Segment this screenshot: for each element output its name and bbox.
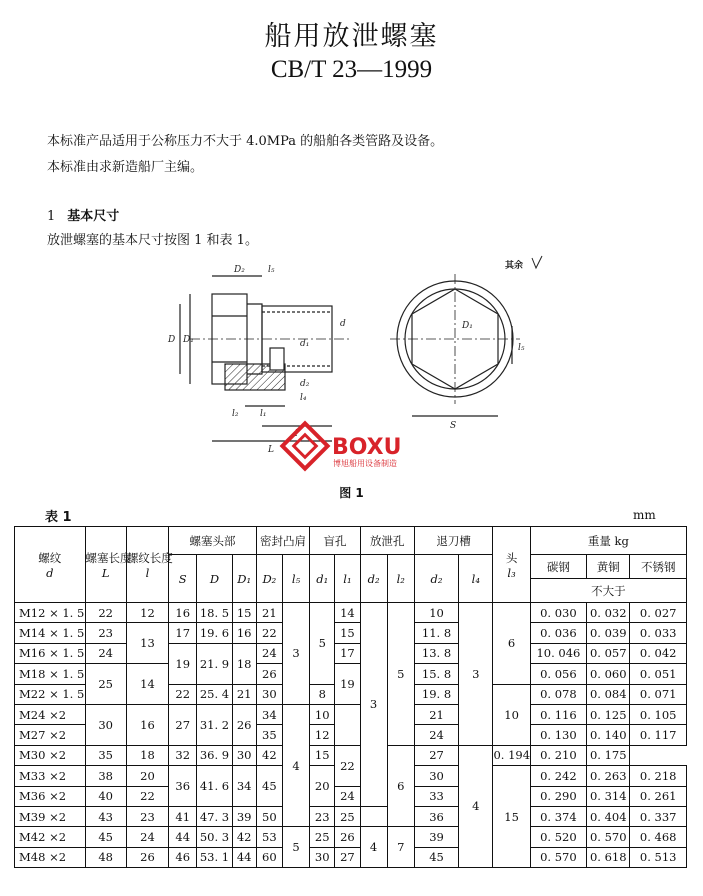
boxu-watermark xyxy=(282,423,401,468)
table-cell: 24 xyxy=(414,725,458,745)
label-S: S xyxy=(450,421,457,431)
header-brass: 黄铜 xyxy=(587,555,630,579)
header-weight: 重量 kg xyxy=(530,527,686,555)
table-cell: 0. 051 xyxy=(630,664,687,684)
table-row xyxy=(15,786,687,806)
table-cell: 26 xyxy=(126,847,168,867)
table-cell: 0. 374 xyxy=(530,806,586,826)
table-row xyxy=(15,664,687,684)
table-cell: 0. 105 xyxy=(630,704,687,724)
label-l2: l₂ xyxy=(232,409,239,419)
table-cell: 0. 618 xyxy=(587,847,630,867)
standard-code: CB/T 23—1999 xyxy=(270,56,433,83)
header-l2: l₂ xyxy=(387,555,414,603)
header-l4: l₄ xyxy=(459,555,493,603)
table-unit: mm xyxy=(633,508,656,522)
table-cell: 20 xyxy=(310,766,335,807)
figure-caption: 图 1 xyxy=(339,486,364,500)
table-cell: 6 xyxy=(493,603,530,685)
table-cell: 0. 261 xyxy=(630,786,687,806)
table-cell: 38 xyxy=(85,766,126,786)
label-l4: l₄ xyxy=(300,393,307,403)
table-cell: 45 xyxy=(414,847,458,867)
table-cell: 26 xyxy=(335,827,360,847)
table-cell: 30 xyxy=(414,766,458,786)
table-cell: 53 xyxy=(256,827,282,847)
table-cell: 50. 3 xyxy=(197,827,232,847)
table-cell: 0. 036 xyxy=(530,623,586,643)
table-cell: 42 xyxy=(256,745,282,765)
label-l5-front: l₅ xyxy=(518,343,525,353)
table-cell: 50 xyxy=(256,806,282,826)
header-carbon-steel: 碳钢 xyxy=(530,555,586,579)
table-cell: 0. 130 xyxy=(530,725,586,745)
table-cell: 0. 468 xyxy=(630,827,687,847)
table-cell: 10 xyxy=(493,684,530,745)
header-seal-shoulder: 密封凸肩 xyxy=(256,527,309,555)
table-cell: 0. 071 xyxy=(630,684,687,704)
table-cell: 22 xyxy=(126,786,168,806)
table-cell: 0. 404 xyxy=(587,806,630,826)
table-cell: M30 ×2 xyxy=(15,745,86,765)
table-row xyxy=(15,643,687,663)
table-cell: 31. 2 xyxy=(197,704,232,745)
table-cell: 0. 314 xyxy=(587,786,630,806)
table-cell: 0. 175 xyxy=(587,745,630,765)
table-cell: 0. 290 xyxy=(530,786,586,806)
table-cell: 0. 337 xyxy=(630,806,687,826)
table-cell: M33 ×2 xyxy=(15,766,86,786)
table-cell: 0. 056 xyxy=(530,664,586,684)
table-cell: 3 xyxy=(360,603,387,807)
table-cell: 10. 046 xyxy=(530,643,586,663)
header-blind-hole: 盲孔 xyxy=(310,527,360,555)
table-cell: 0. 570 xyxy=(530,847,586,867)
header-D2: D₂ xyxy=(256,555,282,603)
table-cell: 12 xyxy=(126,603,168,623)
table-cell: 0. 033 xyxy=(630,623,687,643)
table-cell: 0. 039 xyxy=(587,623,630,643)
table-cell: 23 xyxy=(126,806,168,826)
table-cell: 41 xyxy=(169,806,197,826)
technical-drawing xyxy=(150,256,560,468)
table-cell: 21 xyxy=(414,704,458,724)
table-cell: 0. 140 xyxy=(587,725,630,745)
table-cell: 3 xyxy=(282,603,309,705)
table-cell: 15 xyxy=(493,766,530,868)
table-cell: 45 xyxy=(256,766,282,807)
table-cell: 21 xyxy=(232,684,256,704)
table-cell: 0. 084 xyxy=(587,684,630,704)
document-title: 船用放泄螺塞 xyxy=(264,21,439,52)
table-cell: 18 xyxy=(126,745,168,765)
label-d2: d₂ xyxy=(300,379,310,389)
table-cell: 5 xyxy=(387,603,414,746)
label-d1: d₁ xyxy=(300,339,310,349)
table-cell: 0. 218 xyxy=(630,766,687,786)
table-cell: 32 xyxy=(169,745,197,765)
table-cell: 22 xyxy=(335,745,360,786)
table-cell: M39 ×2 xyxy=(15,806,86,826)
table-cell: 25. 4 xyxy=(197,684,232,704)
table-row xyxy=(15,704,687,724)
label-l5: l₅ xyxy=(268,265,275,275)
header-D1: D₁ xyxy=(232,555,256,603)
table-cell: 25 xyxy=(85,664,126,705)
table-row xyxy=(15,806,687,826)
label-l1: l₁ xyxy=(260,409,267,419)
table-cell: 0. 210 xyxy=(530,745,586,765)
table-cell: 46 xyxy=(169,847,197,867)
intro-line-1: 本标准产品适用于公称压力不大于 4.0MPa 的船舶各类管路及设备。 xyxy=(47,134,444,149)
table-cell xyxy=(335,704,360,745)
table-cell: 0. 570 xyxy=(587,827,630,847)
table-cell: 19. 8 xyxy=(414,684,458,704)
label-D1: D₁ xyxy=(183,335,194,345)
table-cell: 15 xyxy=(232,603,256,623)
table-cell: 34 xyxy=(232,766,256,807)
table-cell: 4 xyxy=(459,745,493,867)
rest-roughness-label: 其余 xyxy=(505,261,524,271)
table-cell: 0. 032 xyxy=(587,603,630,623)
table-cell: 44 xyxy=(232,847,256,867)
table-cell: M36 ×2 xyxy=(15,786,86,806)
header-thread-length: 螺纹长度 l xyxy=(126,527,168,603)
watermark-subtitle: 博旭船用设备制造 xyxy=(333,459,397,468)
table-cell: M22 × 1. 5 xyxy=(15,684,86,704)
table-cell: 10 xyxy=(414,603,458,623)
table-cell: 15 xyxy=(335,623,360,643)
table-cell: 42 xyxy=(232,827,256,847)
header-stainless: 不锈钢 xyxy=(630,555,687,579)
header-relief-groove: 退刀槽 xyxy=(414,527,493,555)
table-cell: M18 × 1. 5 xyxy=(15,664,86,684)
table-cell: M48 ×2 xyxy=(15,847,86,867)
table-cell: 4 xyxy=(282,704,309,826)
table-cell: 4 xyxy=(360,827,387,868)
table-cell: 15. 8 xyxy=(414,664,458,684)
table-cell: 21. 9 xyxy=(197,643,232,684)
table-cell: 8 xyxy=(310,684,335,704)
header-thread: 螺纹 d xyxy=(15,527,86,603)
table-cell: 0. 042 xyxy=(630,643,687,663)
table-cell: 25 xyxy=(310,827,335,847)
table-cell: 40 xyxy=(85,786,126,806)
table-cell: 0. 078 xyxy=(530,684,586,704)
table-cell: 16 xyxy=(126,704,168,745)
table-cell: 39 xyxy=(414,827,458,847)
table-row xyxy=(15,623,687,643)
table-cell: 30 xyxy=(85,704,126,745)
table-cell: 60 xyxy=(256,847,282,867)
section-text: 放泄螺塞的基本尺寸按图 1 和表 1。 xyxy=(47,233,258,248)
table-caption: 表 1 xyxy=(45,510,72,525)
header-drain-hole: 放泄孔 xyxy=(360,527,414,555)
table-cell: 35 xyxy=(85,745,126,765)
table-cell: 19 xyxy=(169,643,197,684)
table-cell: 10 xyxy=(310,704,335,724)
table-cell: 0. 057 xyxy=(587,643,630,663)
table-cell: 23 xyxy=(310,806,335,826)
header-d1: d₁ xyxy=(310,555,335,603)
table-row xyxy=(15,603,687,623)
header-S: S xyxy=(169,555,197,603)
table-cell: 14 xyxy=(335,603,360,623)
table-cell: 35 xyxy=(256,725,282,745)
table-cell: 0. 263 xyxy=(587,766,630,786)
table-cell: 44 xyxy=(169,827,197,847)
table-cell: 15 xyxy=(310,745,335,765)
table-cell: 36 xyxy=(169,766,197,807)
table-cell: 16 xyxy=(169,603,197,623)
table-cell: 26 xyxy=(256,664,282,684)
label-l: l xyxy=(295,429,298,439)
table-cell: 14 xyxy=(126,664,168,705)
table-cell: M14 × 1. 5 xyxy=(15,623,86,643)
table-row xyxy=(15,827,687,847)
table-cell: 0. 513 xyxy=(630,847,687,867)
table-cell: 0. 194 xyxy=(493,745,530,765)
table-cell: 13. 8 xyxy=(414,643,458,663)
table-cell: 45 xyxy=(85,827,126,847)
table-cell xyxy=(360,806,387,826)
header-d2: d₂ xyxy=(360,555,387,603)
table-cell: 30 xyxy=(310,847,335,867)
table-cell: 0. 116 xyxy=(530,704,586,724)
table-cell: 20 xyxy=(126,766,168,786)
label-L: L xyxy=(268,445,274,455)
table-cell: 5 xyxy=(310,603,335,685)
table-cell: 16 xyxy=(232,623,256,643)
table-cell: M16 × 1. 5 xyxy=(15,643,86,663)
table-cell: 41. 6 xyxy=(197,766,232,807)
table-cell: 22 xyxy=(256,623,282,643)
table-cell: 22 xyxy=(85,603,126,623)
section-number: 1 xyxy=(47,209,56,224)
intro-line-2: 本标准由求新造船厂主编。 xyxy=(47,160,204,175)
table-cell: 24 xyxy=(256,643,282,663)
watermark-brand: BOXU xyxy=(332,435,402,460)
table-cell: 0. 060 xyxy=(587,664,630,684)
label-D: D xyxy=(168,335,176,345)
header-d2-groove: d₂ xyxy=(414,555,458,603)
label-d: d xyxy=(340,319,346,329)
table-cell: 33 xyxy=(414,786,458,806)
header-plug-head: 螺塞头部 xyxy=(169,527,257,555)
table-cell: 3 xyxy=(459,603,493,746)
table-cell: 19 xyxy=(335,664,360,705)
table-cell: M27 ×2 xyxy=(15,725,86,745)
table-cell: 22 xyxy=(169,684,197,704)
table-cell: 0. 125 xyxy=(587,704,630,724)
header-l1: l₁ xyxy=(335,555,360,603)
table-cell: M24 ×2 xyxy=(15,704,86,724)
roughness-symbol xyxy=(532,256,542,268)
table-cell: 7 xyxy=(387,827,414,868)
table-cell: 30 xyxy=(232,745,256,765)
table-cell: 0. 030 xyxy=(530,603,586,623)
header-l3: 头 l₃ xyxy=(493,527,530,603)
table-cell: 39 xyxy=(232,806,256,826)
section-heading xyxy=(47,205,119,224)
table-cell: 0. 242 xyxy=(530,766,586,786)
table-cell: 27 xyxy=(335,847,360,867)
table-cell: 13 xyxy=(126,623,168,664)
table-cell: 17 xyxy=(335,643,360,663)
table-cell: 0. 027 xyxy=(630,603,687,623)
table-cell: 48 xyxy=(85,847,126,867)
drain-plug-figure xyxy=(150,256,560,468)
table-cell: 0. 117 xyxy=(630,725,687,745)
table-cell: 36 xyxy=(414,806,458,826)
table-cell: 0. 520 xyxy=(530,827,586,847)
table-cell: 27 xyxy=(414,745,458,765)
table-cell: 5 xyxy=(282,827,309,868)
table-cell: 11. 8 xyxy=(414,623,458,643)
table-cell: 24 xyxy=(335,786,360,806)
section-title: 基本尺寸 xyxy=(67,209,120,224)
table-cell: 34 xyxy=(256,704,282,724)
table-cell: 18. 5 xyxy=(197,603,232,623)
header-not-more-than: 不大于 xyxy=(530,579,686,603)
table-row xyxy=(15,847,687,867)
table-cell: 36. 9 xyxy=(197,745,232,765)
table-cell: 6 xyxy=(387,745,414,827)
table-cell: 19. 6 xyxy=(197,623,232,643)
table-cell: 12 xyxy=(310,725,335,745)
table-cell: M42 ×2 xyxy=(15,827,86,847)
label-D1-front: D₁ xyxy=(462,321,473,331)
table-cell: 25 xyxy=(335,806,360,826)
label-D2: D₂ xyxy=(234,265,245,275)
table-cell: 53. 1 xyxy=(197,847,232,867)
table-cell: 26 xyxy=(232,704,256,745)
table-cell: 17 xyxy=(169,623,197,643)
table-row xyxy=(15,745,687,765)
table-cell: 24 xyxy=(126,827,168,847)
table-cell: 18 xyxy=(232,643,256,684)
table-cell: 24 xyxy=(85,643,126,663)
header-D: D xyxy=(197,555,232,603)
table-cell: 21 xyxy=(256,603,282,623)
table-cell: M12 × 1. 5 xyxy=(15,603,86,623)
table-cell: 27 xyxy=(169,704,197,745)
header-plug-length: 螺塞长度 L xyxy=(85,527,126,603)
table-cell: 47. 3 xyxy=(197,806,232,826)
header-l5: l₅ xyxy=(282,555,309,603)
dimension-table xyxy=(14,526,687,868)
table-cell: 30 xyxy=(256,684,282,704)
table-cell: 23 xyxy=(85,623,126,643)
table-cell: 43 xyxy=(85,806,126,826)
